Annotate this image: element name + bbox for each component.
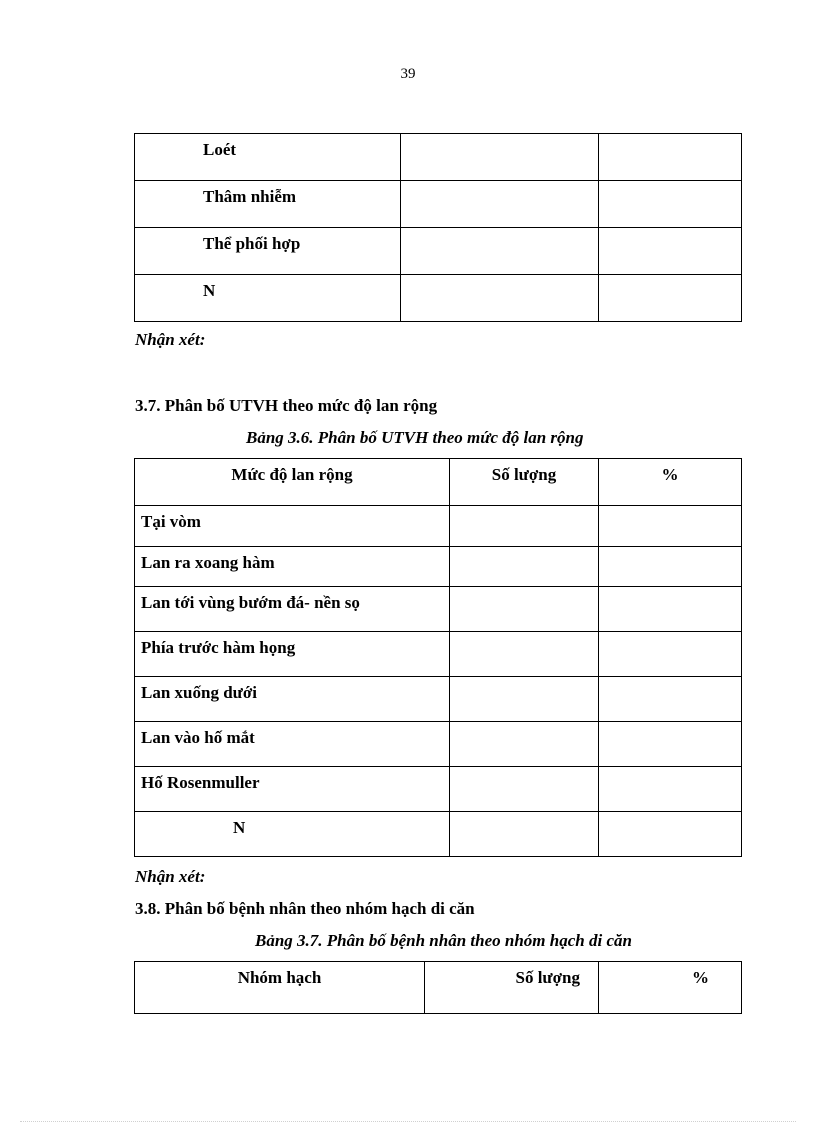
count-cell: [450, 547, 599, 587]
table-row: [135, 632, 742, 677]
table-row: [135, 506, 742, 547]
table-row: [135, 677, 742, 722]
table-row: [135, 812, 742, 857]
page-number: 39: [400, 66, 416, 82]
percent-cell: [599, 134, 742, 181]
count-cell: [401, 228, 599, 275]
count-cell: [450, 812, 599, 857]
table-header-row: [135, 962, 742, 1014]
percent-cell: [599, 506, 742, 547]
table-row: [135, 275, 742, 322]
percent-cell: [599, 547, 742, 587]
table-row: [135, 587, 742, 632]
table-row: [135, 547, 742, 587]
row-label: Thể phối hợp: [135, 228, 401, 275]
table-caption-3-7: Bảng 3.7. Phân bố bệnh nhân theo nhóm hạch di căn: [255, 931, 632, 950]
page-bottom-divider: [20, 1121, 796, 1122]
header-count: Số lượng: [450, 459, 599, 506]
table-3-7: [134, 961, 742, 1014]
count-cell: [450, 506, 599, 547]
row-label: Tại vòm: [135, 506, 450, 547]
row-label: Lan xuống dưới: [135, 677, 450, 722]
percent-cell: [599, 632, 742, 677]
table-row: [135, 134, 742, 181]
count-cell: [401, 181, 599, 228]
row-label: Hố Rosenmuller: [135, 767, 450, 812]
table-row: [135, 181, 742, 228]
header-percent: %: [599, 459, 742, 506]
count-cell: [450, 722, 599, 767]
percent-cell: [599, 722, 742, 767]
percent-cell: [599, 677, 742, 722]
row-label: N: [135, 275, 401, 322]
percent-cell: [599, 181, 742, 228]
count-cell: [450, 677, 599, 722]
count-cell: [450, 632, 599, 677]
percent-cell: [599, 275, 742, 322]
table-header-row: [135, 459, 742, 506]
table-row: [135, 228, 742, 275]
header-lymph-group: Nhóm hạch: [135, 962, 425, 1014]
percent-cell: [599, 812, 742, 857]
row-label: Loét: [135, 134, 401, 181]
row-label: Phía trước hàm họng: [135, 632, 450, 677]
count-cell: [401, 275, 599, 322]
row-label: Lan tới vùng bướm đá- nền sọ: [135, 587, 450, 632]
header-count: Số lượng: [425, 962, 599, 1014]
section-heading-3-7: 3.7. Phân bố UTVH theo mức độ lan rộng: [135, 396, 438, 415]
header-spread-level: Mức độ lan rộng: [135, 459, 450, 506]
count-cell: [450, 767, 599, 812]
table-3-6: [134, 458, 742, 857]
table-row: [135, 767, 742, 812]
table-top: [134, 133, 742, 322]
table-row: [135, 722, 742, 767]
row-label: Thâm nhiễm: [135, 181, 401, 228]
row-label: N: [135, 812, 450, 857]
section-heading-3-8: 3.8. Phân bố bệnh nhân theo nhóm hạch di căn: [135, 899, 475, 918]
remark-label: Nhận xét:: [135, 330, 206, 349]
header-percent: %: [599, 962, 742, 1014]
row-label: Lan vào hố mắt: [135, 722, 450, 767]
count-cell: [401, 134, 599, 181]
percent-cell: [599, 228, 742, 275]
table-caption-3-6: Bảng 3.6. Phân bố UTVH theo mức độ lan rộng: [246, 428, 584, 447]
percent-cell: [599, 767, 742, 812]
count-cell: [450, 587, 599, 632]
remark-label: Nhận xét:: [135, 867, 206, 886]
row-label: Lan ra xoang hàm: [135, 547, 450, 587]
percent-cell: [599, 587, 742, 632]
